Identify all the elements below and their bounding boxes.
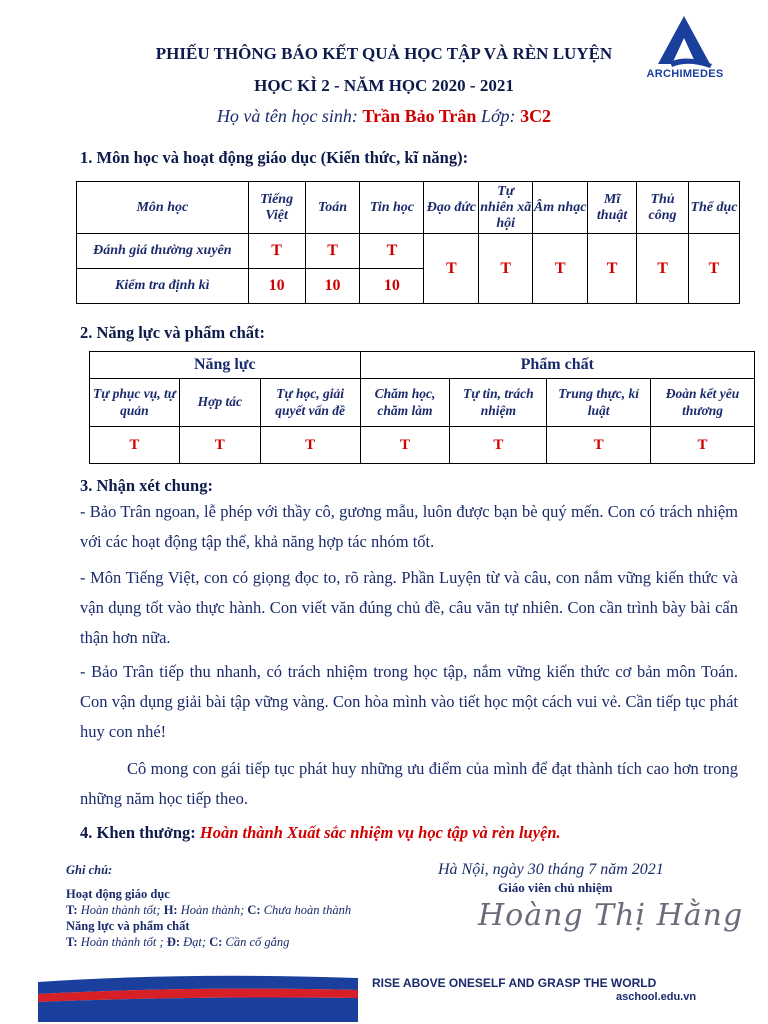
student-line <box>0 106 768 127</box>
legend-text: Đạt; <box>183 935 207 949</box>
col-tu-hoc: Tự học, giải quyết vấn đề <box>260 379 360 427</box>
group-pham-chat: Phẩm chất <box>360 352 754 379</box>
notes-activity-title: Hoạt động giáo dục <box>66 887 170 901</box>
student-name: Trần Bảo Trân <box>362 106 477 126</box>
legend-key: C: <box>209 935 223 949</box>
logo-text: ARCHIMEDES <box>646 68 724 80</box>
teacher-signature: Hoàng Thị Hằng <box>478 898 744 933</box>
cell-value: T <box>588 234 637 304</box>
cell-value: T <box>479 234 533 304</box>
document-subtitle: HỌC KÌ 2 - NĂM HỌC 2020 - 2021 <box>254 76 514 95</box>
section3-heading: 3. Nhận xét chung: <box>80 476 213 495</box>
cell-value: T <box>651 427 755 464</box>
student-label: Họ và tên học sinh: <box>216 106 358 126</box>
cell-value: 10 <box>248 269 305 304</box>
col-tu-tin: Tự tin, trách nhiệm <box>450 379 547 427</box>
cell-value: T <box>688 234 739 304</box>
award-text: Hoàn thành Xuất sắc nhiệm vụ học tập và rèn luyện. <box>199 823 561 842</box>
table-row <box>77 234 740 269</box>
legend-key: C: <box>247 903 261 917</box>
table-header-row <box>77 182 740 234</box>
legend-key: T: <box>66 903 78 917</box>
legend-text: Hoàn thành tốt ; <box>80 935 164 949</box>
section1-heading: 1. Môn học và hoạt động giáo dục (Kiến thức, kĩ năng): <box>80 148 469 167</box>
col-thu-cong: Thủ công <box>637 182 689 234</box>
legend-text: Chưa hoàn thành <box>263 903 352 917</box>
col-mi-thuat: Mĩ thuật <box>588 182 637 234</box>
section2-heading: 2. Năng lực và phẩm chất: <box>80 323 265 342</box>
row-label-danh-gia: Đánh giá thường xuyên <box>77 234 249 269</box>
col-tu-phuc-vu: Tự phục vụ, tự quản <box>90 379 180 427</box>
legend-key: H: <box>163 903 178 917</box>
col-trung-thuc: Trung thực, kỉ luật <box>547 379 651 427</box>
cell-value: T <box>360 427 450 464</box>
legend-key: Đ: <box>166 935 181 949</box>
cell-value: T <box>360 234 424 269</box>
row-label-kiem-tra: Kiểm tra định kì <box>77 269 249 304</box>
footer-slogan: RISE ABOVE ONESELF AND GRASP THE WORLD <box>372 976 657 990</box>
class-value: 3C2 <box>520 106 552 126</box>
col-tieng-viet: Tiếng Việt <box>248 182 305 234</box>
notes-ability-legend <box>66 934 351 950</box>
col-cham-hoc: Chăm học, chăm làm <box>360 379 450 427</box>
notes-ability-title: Năng lực và phẩm chất <box>66 919 190 933</box>
comment-paragraph-3: - Bảo Trân tiếp thu nhanh, có trách nhiệm trong học tập, nắm vững kiến thức cơ bản môn Toán. Con vận dụng giải bài tập vững vàng. Con hòa mình vào tiết học một cách vui vẻ. Cần tiếp tục phát huy con nhé! <box>80 662 738 741</box>
cell-value: T <box>305 234 360 269</box>
legend-text: Hoàn thành tốt; <box>80 903 161 917</box>
col-doan-ket: Đoàn kết yêu thương <box>651 379 755 427</box>
subjects-table <box>76 181 740 304</box>
cell-value: T <box>533 234 588 304</box>
legend-text: Hoàn thành; <box>180 903 245 917</box>
table-group-row <box>90 352 755 379</box>
col-dao-duc: Đạo đức <box>424 182 479 234</box>
table-row <box>90 427 755 464</box>
notes-block <box>66 862 351 950</box>
footer-stripes-icon <box>38 972 358 1022</box>
cell-value: 10 <box>305 269 360 304</box>
section4-heading: 4. Khen thưởng: <box>80 823 196 842</box>
col-subject: Môn học <box>77 182 249 234</box>
comment-paragraph-1: - Bảo Trân ngoan, lễ phép với thầy cô, gương mẫu, luôn được bạn bè quý mến. Con có trách nhiệm với các hoạt động tập thể, khả năng hợp tác nhóm tốt. <box>80 502 738 551</box>
table-header-row <box>90 379 755 427</box>
cell-value: T <box>450 427 547 464</box>
signature-role: Giáo viên chủ nhiệm <box>498 880 613 895</box>
col-tin-hoc: Tin học <box>360 182 424 234</box>
col-tu-nhien-xa-hoi: Tự nhiên xã hội <box>479 182 533 234</box>
competency-table <box>89 351 755 464</box>
comment-paragraph-4: Cô mong con gái tiếp tục phát huy những ưu điểm của mình để đạt thành tích cao hơn trong những năm học tiếp theo. <box>80 759 738 808</box>
class-label: Lớp: <box>480 106 516 126</box>
cell-value: T <box>547 427 651 464</box>
col-hop-tac: Hợp tác <box>179 379 260 427</box>
cell-value: T <box>424 234 479 304</box>
col-toan: Toán <box>305 182 360 234</box>
cell-value: T <box>260 427 360 464</box>
signature-date: Hà Nội, ngày 30 tháng 7 năm 2021 <box>438 861 664 878</box>
cell-value: 10 <box>360 269 424 304</box>
col-am-nhac: Âm nhạc <box>533 182 588 234</box>
col-the-duc: Thể dục <box>688 182 739 234</box>
comment-paragraph-2: - Môn Tiếng Việt, con có giọng đọc to, rõ ràng. Phần Luyện từ và câu, con nắm vững kiến thức và vận dụng tốt vào thực hành. Con viết văn đúng chủ đề, câu văn tự nhiên. Con cần trình bày bài cẩn thận hơn nữa. <box>80 568 738 647</box>
legend-key: T: <box>66 935 78 949</box>
cell-value: T <box>179 427 260 464</box>
cell-value: T <box>90 427 180 464</box>
cell-value: T <box>248 234 305 269</box>
section4-line <box>80 823 561 843</box>
notes-activity-legend <box>66 902 351 918</box>
cell-value: T <box>637 234 689 304</box>
notes-title: Ghi chú: <box>66 863 113 877</box>
group-nang-luc: Năng lực <box>90 352 361 379</box>
footer-website: aschool.edu.vn <box>616 991 697 1003</box>
document-title: PHIẾU THÔNG BÁO KẾT QUẢ HỌC TẬP VÀ RÈN LUYỆN <box>155 44 613 63</box>
legend-text: Cần cố gắng <box>225 935 290 949</box>
